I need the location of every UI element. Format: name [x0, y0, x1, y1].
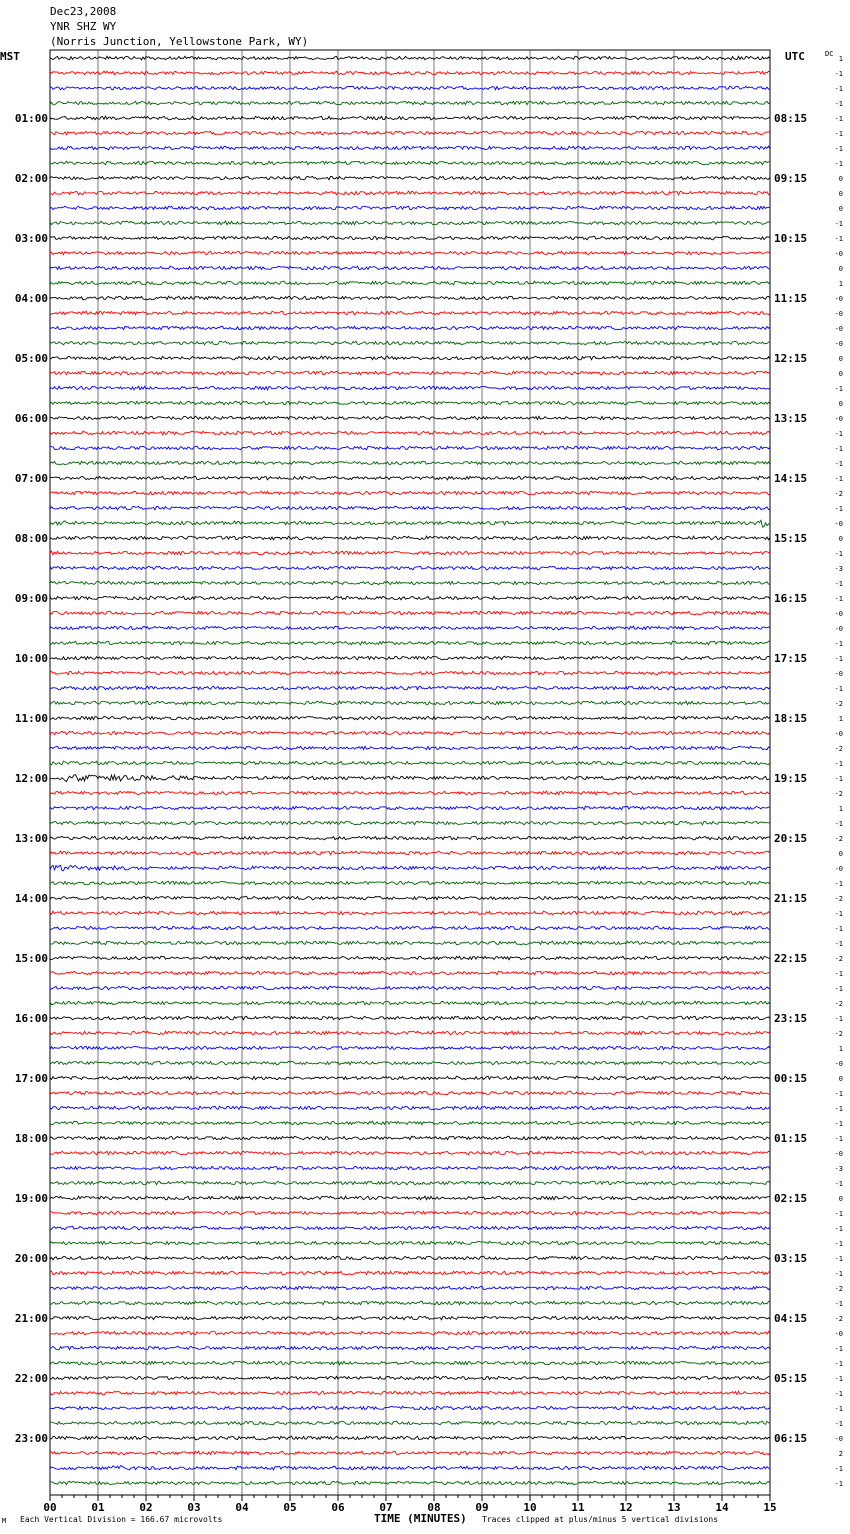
dc-offset-label: -1 [834, 880, 843, 888]
trace-row [50, 236, 770, 240]
dc-offset-label: -1 [834, 550, 843, 558]
trace-row [50, 326, 770, 330]
x-tick-label: 08 [427, 1501, 441, 1514]
dc-offset-label: -1 [834, 1345, 843, 1353]
dc-offset-label: -1 [834, 1270, 843, 1278]
trace-row [50, 701, 770, 705]
trace-row [50, 1076, 770, 1080]
trace-row [50, 206, 770, 210]
right-hour-label: 08:15 [774, 112, 808, 125]
trace-row [50, 986, 770, 990]
dc-offset-label: -0 [834, 610, 843, 618]
trace-row [50, 416, 770, 420]
x-tick-label: 00 [43, 1501, 57, 1514]
dc-offset-label: -1 [834, 985, 843, 993]
trace-row [50, 491, 770, 495]
right-hour-label: 12:15 [774, 352, 808, 365]
trace-row [50, 1421, 770, 1425]
dc-offset-label: -1 [834, 595, 843, 603]
trace-row [50, 566, 770, 570]
left-hour-label: 08:00 [14, 532, 48, 545]
trace-row [50, 71, 770, 75]
dc-offset-label: -1 [834, 925, 843, 933]
left-hour-label: 10:00 [14, 652, 48, 665]
trace-row [50, 221, 770, 225]
left-hour-label: 11:00 [14, 712, 48, 725]
trace-row [50, 896, 770, 900]
dc-offset-label: -0 [834, 250, 843, 258]
dc-offset-label: 0 [838, 1075, 843, 1083]
left-hour-label: 14:00 [14, 892, 48, 905]
trace-row [50, 641, 770, 645]
dc-offset-label: -1 [834, 220, 843, 228]
dc-offset-label: -1 [834, 1465, 843, 1473]
label-layer [0, 50, 843, 1514]
right-hour-label: 14:15 [774, 472, 808, 485]
right-hour-label: 15:15 [774, 532, 808, 545]
trace-row [50, 551, 770, 555]
trace-row [50, 956, 770, 960]
dc-offset-label: -0 [834, 1060, 843, 1068]
trace-row [50, 1211, 770, 1215]
x-tick-label: 06 [331, 1501, 345, 1514]
left-hour-label: 01:00 [14, 112, 48, 125]
trace-row [50, 1121, 770, 1125]
right-hour-label: 21:15 [774, 892, 808, 905]
trace-row [50, 1346, 770, 1350]
trace-row [50, 296, 770, 300]
dc-offset-label: 0 [838, 535, 843, 543]
trace-row [50, 1256, 770, 1260]
trace-row [50, 1286, 770, 1290]
trace-row [50, 431, 770, 435]
trace-row [50, 926, 770, 930]
trace-row [50, 611, 770, 615]
trace-row [50, 656, 770, 660]
trace-row [50, 311, 770, 315]
dc-offset-label: -0 [834, 1330, 843, 1338]
dc-offset-label: -1 [834, 160, 843, 168]
dc-offset-label: -1 [834, 1300, 843, 1308]
right-hour-label: 04:15 [774, 1312, 808, 1325]
trace-row [50, 806, 770, 810]
right-hour-label: 11:15 [774, 292, 808, 305]
trace-row [50, 716, 770, 720]
dc-offset-label: 1 [838, 805, 843, 813]
dc-offset-label: -1 [834, 685, 843, 693]
plot-frame [50, 50, 770, 1495]
dc-offset-label: 0 [838, 205, 843, 213]
dc-offset-label: -1 [834, 1090, 843, 1098]
dc-offset-label: -1 [834, 475, 843, 483]
x-tick-label: 02 [139, 1501, 153, 1514]
left-hour-label: 21:00 [14, 1312, 48, 1325]
right-hour-label: 19:15 [774, 772, 808, 785]
trace-row [50, 1181, 770, 1185]
dc-offset-label: -1 [834, 580, 843, 588]
x-tick-label: 10 [523, 1501, 537, 1514]
dc-offset-label: -2 [834, 745, 843, 753]
dc-offset-label: -0 [834, 340, 843, 348]
dc-offset-label: -2 [834, 1285, 843, 1293]
right-hour-label: 00:15 [774, 1072, 808, 1085]
trace-row [50, 476, 770, 480]
trace-row [50, 266, 770, 270]
trace-row [50, 386, 770, 390]
corner-mark: M [2, 1517, 7, 1525]
dc-offset-label: -3 [834, 1165, 843, 1173]
left-hour-label: 22:00 [14, 1372, 48, 1385]
dc-offset-label: -1 [834, 655, 843, 663]
trace-row [50, 836, 770, 840]
dc-offset-label: -1 [834, 1210, 843, 1218]
x-tick-label: 05 [283, 1501, 297, 1514]
trace-row [50, 56, 770, 60]
x-tick-label: 03 [187, 1501, 201, 1514]
trace-row [50, 1436, 770, 1440]
right-hour-label: 09:15 [774, 172, 808, 185]
dc-offset-label: -1 [834, 970, 843, 978]
trace-row [50, 1406, 770, 1410]
clip-note: Traces clipped at plus/minus 5 vertical divisions [482, 1515, 719, 1524]
trace-row [50, 626, 770, 630]
trace-row [50, 1466, 770, 1470]
trace-row [50, 356, 770, 360]
dc-offset-label: 0 [838, 265, 843, 273]
right-hour-label: 22:15 [774, 952, 808, 965]
trace-row [50, 1106, 770, 1110]
dc-offset-label: -1 [834, 385, 843, 393]
trace-row [50, 1301, 770, 1305]
trace-row [50, 1376, 770, 1380]
dc-offset-label: -1 [834, 100, 843, 108]
dc-offset-label: -1 [834, 760, 843, 768]
dc-offset-label: -1 [834, 1405, 843, 1413]
left-hour-label: 12:00 [14, 772, 48, 785]
left-hour-label: 03:00 [14, 232, 48, 245]
x-tick-label: 04 [235, 1501, 249, 1514]
dc-offset-label: -2 [834, 490, 843, 498]
trace-row [50, 371, 770, 375]
x-tick-label: 14 [715, 1501, 729, 1514]
trace-row [50, 446, 770, 450]
scale-note: Each Vertical Division = 166.67 microvolts [20, 1515, 223, 1524]
dc-offset-label: 0 [838, 370, 843, 378]
dc-offset-label: -1 [834, 1255, 843, 1263]
dc-offset-label: -1 [834, 820, 843, 828]
right-hour-label: 01:15 [774, 1132, 808, 1145]
dc-offset-label: -2 [834, 1000, 843, 1008]
left-hour-label: 15:00 [14, 952, 48, 965]
dc-offset-label: -0 [834, 520, 843, 528]
right-hour-label: 13:15 [774, 412, 808, 425]
trace-row [50, 1391, 770, 1395]
dc-offset-label: -1 [834, 1015, 843, 1023]
trace-row [50, 596, 770, 600]
x-tick-label: 13 [667, 1501, 681, 1514]
left-hour-label: 19:00 [14, 1192, 48, 1205]
trace-row [50, 1091, 770, 1095]
trace-row [50, 1196, 770, 1200]
trace-row [50, 191, 770, 195]
trace-row [50, 161, 770, 165]
left-hour-label: 17:00 [14, 1072, 48, 1085]
right-hour-label: 03:15 [774, 1252, 808, 1265]
dc-offset-label: 1 [838, 1045, 843, 1053]
dc-offset-label: -0 [834, 310, 843, 318]
dc-offset-label: 0 [838, 850, 843, 858]
dc-offset-label: -1 [834, 775, 843, 783]
trace-row [50, 1241, 770, 1245]
trace-row [50, 116, 770, 120]
trace-row [50, 506, 770, 510]
dc-offset-label: 0 [838, 190, 843, 198]
dc-offset-label: -1 [834, 1420, 843, 1428]
trace-row [50, 851, 770, 855]
dc-offset-label: -1 [834, 1105, 843, 1113]
dc-offset-label: -1 [834, 505, 843, 513]
trace-row [50, 1361, 770, 1365]
left-hour-label: 02:00 [14, 172, 48, 185]
right-hour-label: 16:15 [774, 592, 808, 605]
dc-offset-label: -1 [834, 1120, 843, 1128]
right-hour-label: 17:15 [774, 652, 808, 665]
dc-offset-label: -1 [834, 1225, 843, 1233]
dc-offset-label: -1 [834, 235, 843, 243]
trace-row [50, 1151, 770, 1155]
dc-offset-label: -0 [834, 295, 843, 303]
x-tick-label: 09 [475, 1501, 489, 1514]
dc-offset-label: -3 [834, 565, 843, 573]
right-hour-label: 06:15 [774, 1432, 808, 1445]
right-hour-label: 05:15 [774, 1372, 808, 1385]
dc-offset-label: -1 [834, 1390, 843, 1398]
trace-row [50, 1031, 770, 1035]
trace-row [50, 731, 770, 735]
left-hour-label: 16:00 [14, 1012, 48, 1025]
trace-row [50, 881, 770, 885]
x-tick-label: 11 [571, 1501, 585, 1514]
dc-offset-label: 0 [838, 355, 843, 363]
trace-row [50, 251, 770, 255]
trace-row [50, 520, 770, 527]
left-hour-label: 18:00 [14, 1132, 48, 1145]
trace-row [50, 1061, 770, 1065]
left-hour-label: 05:00 [14, 352, 48, 365]
dc-offset-label: -2 [834, 895, 843, 903]
x-tick-label: 12 [619, 1501, 633, 1514]
dc-offset-label: -1 [834, 145, 843, 153]
dc-offset-label: 0 [838, 400, 843, 408]
dc-offset-label: -1 [834, 640, 843, 648]
trace-row [50, 131, 770, 135]
dc-offset-label: -1 [834, 1135, 843, 1143]
dc-offset-label: -1 [834, 1480, 843, 1488]
dc-offset-label: 2 [838, 1450, 843, 1458]
trace-row [50, 1136, 770, 1140]
trace-row [50, 86, 770, 90]
dc-offset-label: -1 [834, 1360, 843, 1368]
x-axis-title: TIME (MINUTES) [374, 1512, 467, 1525]
trace-row [50, 746, 770, 750]
trace-row [50, 911, 770, 915]
trace-row [50, 1001, 770, 1005]
trace-row [50, 401, 770, 405]
right-hour-label: 10:15 [774, 232, 808, 245]
dc-offset-label: -1 [834, 130, 843, 138]
right-hour-label: 18:15 [774, 712, 808, 725]
dc-header-label: DC [825, 50, 834, 58]
dc-offset-label: -0 [834, 730, 843, 738]
dc-offset-label: -0 [834, 1435, 843, 1443]
left-hour-label: 07:00 [14, 472, 48, 485]
dc-offset-label: -1 [834, 445, 843, 453]
dc-offset-label: -1 [834, 115, 843, 123]
left-hour-label: 13:00 [14, 832, 48, 845]
x-tick-label: 15 [763, 1501, 777, 1514]
dc-offset-label: -1 [834, 85, 843, 93]
dc-offset-label: -1 [834, 940, 843, 948]
header-location: (Norris Junction, Yellowstone Park, WY) [50, 35, 309, 48]
x-tick-label: 01 [91, 1501, 105, 1514]
left-hour-label: 04:00 [14, 292, 48, 305]
dc-offset-label: -1 [834, 910, 843, 918]
dc-offset-label: -2 [834, 700, 843, 708]
trace-row [50, 341, 770, 345]
trace-row [50, 176, 770, 180]
dc-offset-label: -2 [834, 955, 843, 963]
trace-row [50, 1481, 770, 1485]
trace-row [50, 761, 770, 765]
trace-row [50, 1316, 770, 1320]
trace-row [50, 1226, 770, 1230]
trace-row [50, 1331, 770, 1335]
trace-row [50, 821, 770, 825]
left-hour-label: 23:00 [14, 1432, 48, 1445]
dc-offset-label: -2 [834, 1030, 843, 1038]
dc-offset-label: -0 [834, 865, 843, 873]
trace-row [50, 101, 770, 105]
trace-row [50, 1166, 770, 1170]
trace-row [50, 146, 770, 150]
left-hour-label: 06:00 [14, 412, 48, 425]
dc-offset-label: 0 [838, 1195, 843, 1203]
dc-offset-label: -0 [834, 325, 843, 333]
left-hour-label: 09:00 [14, 592, 48, 605]
trace-row [50, 1271, 770, 1275]
trace-row [50, 686, 770, 690]
left-hour-label: 20:00 [14, 1252, 48, 1265]
dc-offset-label: -2 [834, 1315, 843, 1323]
trace-row [50, 671, 770, 675]
dc-offset-label: 1 [838, 280, 843, 288]
right-timezone-label: UTC [785, 50, 805, 63]
trace-row [50, 1046, 770, 1050]
trace-row [50, 775, 770, 782]
trace-row [50, 581, 770, 585]
dc-offset-label: -0 [834, 625, 843, 633]
right-hour-label: 20:15 [774, 832, 808, 845]
dc-offset-label: -0 [834, 415, 843, 423]
dc-offset-label: -1 [834, 430, 843, 438]
dc-offset-label: 1 [838, 55, 843, 63]
trace-layer [50, 56, 770, 1485]
trace-row [50, 281, 770, 285]
trace-row [50, 461, 770, 465]
dc-offset-label: 0 [838, 175, 843, 183]
right-hour-label: 23:15 [774, 1012, 808, 1025]
dc-offset-label: 1 [838, 715, 843, 723]
trace-row [50, 536, 770, 540]
dc-offset-label: -2 [834, 835, 843, 843]
x-tick-label: 07 [379, 1501, 393, 1514]
dc-offset-label: -1 [834, 1240, 843, 1248]
dc-offset-label: -1 [834, 70, 843, 78]
trace-row [50, 941, 770, 945]
right-hour-label: 02:15 [774, 1192, 808, 1205]
dc-offset-label: -1 [834, 1375, 843, 1383]
trace-row [50, 1451, 770, 1455]
dc-offset-label: -2 [834, 790, 843, 798]
header-date: Dec23,2008 [50, 5, 117, 18]
trace-row [50, 865, 770, 870]
dc-offset-label: -0 [834, 1150, 843, 1158]
dc-offset-label: -1 [834, 460, 843, 468]
trace-row [50, 1016, 770, 1020]
trace-row [50, 971, 770, 975]
dc-offset-label: -0 [834, 670, 843, 678]
header-station: YNR SHZ WY [50, 20, 117, 33]
left-timezone-label: MST [0, 50, 20, 63]
dc-offset-label: -1 [834, 1180, 843, 1188]
trace-row [50, 791, 770, 795]
